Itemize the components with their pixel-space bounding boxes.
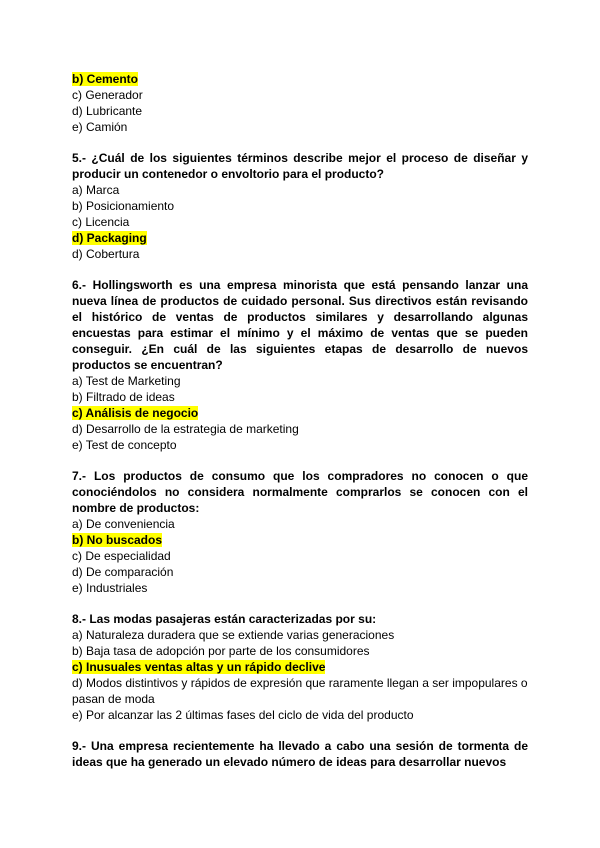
- option-correct: [72, 659, 528, 675]
- question-5: 5.- ¿Cuál de los siguientes términos describe mejor el proceso de diseñar y producir un contenedor o envoltorio para el producto?: [72, 151, 528, 181]
- option: e) Camión: [72, 120, 128, 134]
- highlighted-answer: b) No buscados: [72, 533, 163, 547]
- option: c) Generador: [72, 88, 143, 102]
- option-list-prev: [72, 71, 528, 135]
- highlighted-answer: b) Cemento: [72, 72, 138, 86]
- option: a) Naturaleza duradera que se extiende varias generaciones: [72, 628, 395, 642]
- highlighted-answer: d) Packaging: [72, 231, 147, 245]
- question-8: 8.- Las modas pasajeras están caracterizadas por su:: [72, 612, 377, 626]
- option: c) Licencia: [72, 215, 130, 229]
- highlighted-answer: c) Análisis de negocio: [72, 406, 199, 420]
- option: d) Modos distintivos y rápidos de expresión que raramente llegan a ser impopulares o pasan de moda: [72, 676, 528, 706]
- option: d) Cobertura: [72, 247, 140, 261]
- option: d) Lubricante: [72, 104, 143, 118]
- option: b) Filtrado de ideas: [72, 390, 175, 404]
- option: d) De comparación: [72, 565, 174, 579]
- option: b) Baja tasa de adopción por parte de los consumidores: [72, 644, 370, 658]
- option-list-q7: [72, 516, 528, 596]
- option: a) Marca: [72, 183, 120, 197]
- option-list-q5: [72, 182, 528, 262]
- option: e) Test de concepto: [72, 438, 177, 452]
- option: a) De conveniencia: [72, 517, 175, 531]
- option: d) Desarrollo de la estrategia de marketing: [72, 422, 299, 436]
- highlighted-answer: c) Inusuales ventas altas y un rápido declive: [72, 660, 326, 674]
- option-correct: [72, 405, 528, 421]
- option-correct: [72, 532, 528, 548]
- option: c) De especialidad: [72, 549, 171, 563]
- option: e) Industriales: [72, 581, 148, 595]
- question-6: 6.- Hollingsworth es una empresa minorista que está pensando lanzar una nueva línea de productos de cuidado personal. Sus directivos están revisando el histórico de ventas de productos similares y desarrollando algunas encuestas para estimar el mínimo y el máximo de ventas que se pueden conseguir. ¿En cuál de las siguientes etapas de desarrollo de nuevos productos se encuentran?: [72, 278, 528, 372]
- option: b) Posicionamiento: [72, 199, 175, 213]
- option: e) Por alcanzar las 2 últimas fases del ciclo de vida del producto: [72, 708, 414, 722]
- question-9: 9.- Una empresa recientemente ha llevado a cabo una sesión de tormenta de ideas que ha generado un elevado número de ideas para desarrollar nuevos: [72, 739, 528, 769]
- option-correct: [72, 71, 528, 87]
- option: a) Test de Marketing: [72, 374, 181, 388]
- question-7: 7.- Los productos de consumo que los compradores no conocen o que conociéndolos no considera normalmente comprarlos se conocen con el nombre de productos:: [72, 469, 528, 515]
- option-correct: [72, 230, 528, 246]
- option-list-q8: [72, 627, 528, 723]
- option-list-q6: [72, 373, 528, 453]
